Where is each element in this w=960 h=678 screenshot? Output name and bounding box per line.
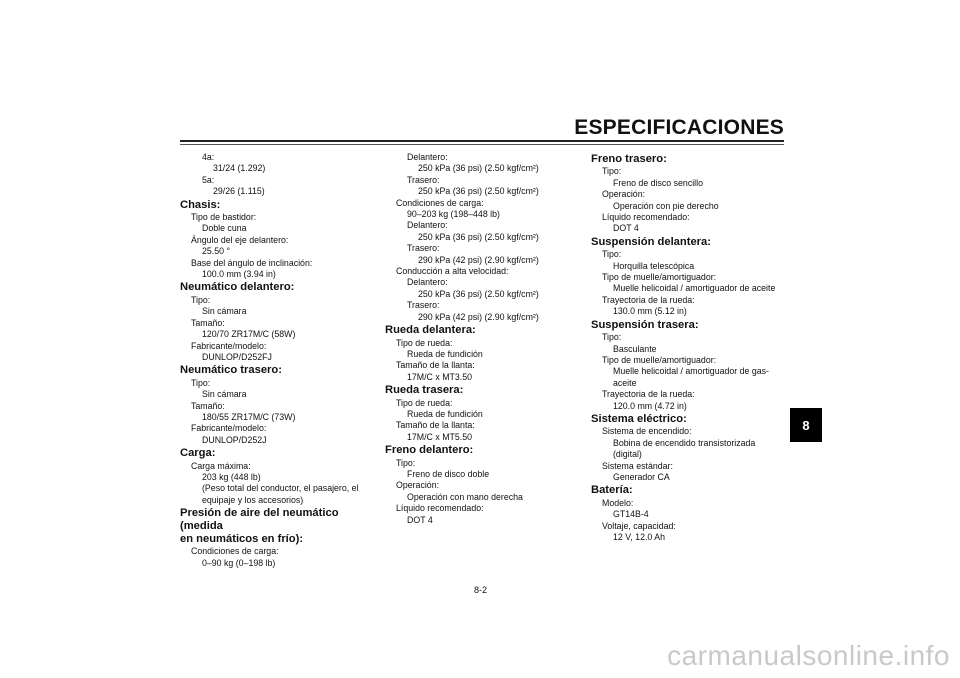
spec-line: Bobina de encendido transistorizada (613, 437, 756, 448)
spec-line: DUNLOP/D252J (202, 434, 267, 445)
spec-line: Fabricante/modelo: (191, 423, 267, 434)
section-heading: Neumático trasero: (180, 364, 282, 377)
spec-line: Trayectoria de la rueda: (602, 294, 695, 305)
spec-line: Operación: (602, 189, 646, 200)
spec-line: 17M/C x MT5.50 (407, 431, 473, 442)
spec-line: Tamaño de la llanta: (396, 420, 475, 431)
header-rule-thin (180, 144, 784, 145)
spec-line: 290 kPa (42 psi) (2.90 kgf/cm²) (418, 311, 539, 322)
spec-line: Generador CA (613, 471, 670, 482)
section-heading: en neumáticos en frío): (180, 533, 304, 545)
spec-line: 180/55 ZR17M/C (73W) (202, 411, 296, 422)
spec-line: Tipo: (191, 294, 211, 305)
spec-line: Basculante (613, 343, 657, 354)
chapter-tab: 8 (790, 408, 822, 442)
spec-line: DOT 4 (407, 514, 433, 525)
page-number: 8-2 (474, 585, 488, 595)
spec-line: Tipo de rueda: (396, 337, 453, 348)
section-heading: Suspensión delantera: (591, 235, 711, 248)
spec-line: Tipo: (602, 166, 622, 177)
spec-line: 25.50 ° (202, 246, 230, 257)
section-heading: Rueda delantera: (385, 324, 476, 337)
spec-line: Base del ángulo de inclinación: (191, 257, 313, 268)
spec-line: Líquido recomendado: (396, 503, 484, 514)
spec-line: Delantero: (407, 220, 448, 231)
spec-line: GT14B-4 (613, 509, 649, 520)
section-heading: Freno trasero: (591, 153, 667, 165)
spec-line: Delantero: (407, 152, 448, 162)
section-heading: Suspensión trasera: (591, 318, 699, 331)
spec-line: Operación con pie derecho (613, 200, 719, 211)
spec-line: Tipo: (191, 377, 211, 388)
section-heading: Freno delantero: (385, 444, 474, 457)
spec-line: Rueda de fundición (407, 408, 483, 419)
section-heading: Presión de aire del neumático (medida (180, 507, 339, 532)
section-heading: Chasis: (180, 198, 221, 211)
spec-line: 203 kg (448 lb) (202, 471, 261, 482)
header-rule (180, 140, 784, 142)
spec-line: Condiciones de carga: (396, 197, 484, 208)
spec-line: 290 kPa (42 psi) (2.90 kgf/cm²) (418, 254, 539, 265)
spec-line: Fabricante/modelo: (191, 340, 267, 351)
spec-line: Trasero: (407, 174, 440, 185)
spec-line: Freno de disco sencillo (613, 177, 703, 188)
section-heading: Carga: (180, 447, 216, 460)
spec-line: Freno de disco doble (407, 468, 490, 479)
spec-line: Tamaño: (191, 317, 225, 328)
spec-line: 250 kPa (36 psi) (2.50 kgf/cm²) (418, 231, 539, 242)
spec-line: 120/70 ZR17M/C (58W) (202, 329, 296, 340)
section-heading: Batería: (591, 484, 633, 497)
spec-line: Trayectoria de la rueda: (602, 389, 695, 400)
spec-line: aceite (613, 377, 637, 388)
spec-column-2 (385, 152, 580, 526)
spec-line: Tipo de muelle/amortiguador: (602, 272, 717, 283)
spec-line: Trasero: (407, 243, 440, 254)
spec-line: 5a: (202, 174, 215, 185)
spec-column-3 (591, 152, 786, 543)
spec-line: 29/26 (1.115) (213, 186, 265, 197)
spec-line: Muelle helicoidal / amortiguador de aceite (613, 283, 776, 294)
spec-line: Sin cámara (202, 306, 247, 317)
spec-line: Operación con mano derecha (407, 491, 523, 502)
spec-line: (digital) (613, 449, 642, 460)
spec-line: Sin cámara (202, 389, 247, 400)
spec-line: Rueda de fundición (407, 348, 483, 359)
spec-line: Líquido recomendado: (602, 212, 690, 223)
spec-line: 250 kPa (36 psi) (2.50 kgf/cm²) (418, 186, 539, 197)
spec-line: Tipo de bastidor: (191, 212, 257, 223)
page-title: ESPECIFICACIONES (574, 116, 784, 139)
spec-line: 120.0 mm (4.72 in) (613, 400, 687, 411)
spec-line: DUNLOP/D252FJ (202, 351, 272, 362)
spec-line: 17M/C x MT3.50 (407, 371, 473, 382)
spec-line: Voltaje, capacidad: (602, 520, 676, 531)
section-heading: Rueda trasera: (385, 384, 464, 397)
watermark: carmanualsonline.info (667, 640, 950, 671)
spec-line: Sistema estándar: (602, 460, 673, 471)
spec-line: 250 kPa (36 psi) (2.50 kgf/cm²) (418, 288, 539, 299)
spec-line: Conducción a alta velocidad: (396, 266, 509, 277)
spec-line: 0–90 kg (0–198 lb) (202, 557, 276, 568)
spec-line: Tipo: (602, 249, 622, 260)
spec-line: Tipo de muelle/amortiguador: (602, 354, 717, 365)
spec-line: 250 kPa (36 psi) (2.50 kgf/cm²) (418, 163, 539, 174)
spec-line: Doble cuna (202, 223, 247, 234)
spec-line: Operación: (396, 480, 440, 491)
spec-line: DOT 4 (613, 223, 639, 234)
spec-line: 130.0 mm (5.12 in) (613, 306, 687, 317)
spec-line: Muelle helicoidal / amortiguador de gas- (613, 366, 769, 377)
spec-line: 31/24 (1.292) (213, 163, 266, 174)
section-heading: Sistema eléctrico: (591, 412, 687, 425)
spec-line: Horquilla telescópica (613, 260, 695, 271)
spec-column-1 (180, 152, 375, 569)
spec-line: Trasero: (407, 300, 440, 311)
spec-line: Tipo de rueda: (396, 397, 453, 408)
section-heading: Neumático delantero: (180, 281, 295, 294)
spec-line: 12 V, 12.0 Ah (613, 532, 666, 542)
spec-line: Tamaño: (191, 400, 225, 411)
spec-line: 100.0 mm (3.94 in) (202, 269, 276, 280)
spec-line: Carga máxima: (191, 460, 251, 471)
spec-line: Tipo: (396, 457, 416, 468)
spec-line: Sistema de encendido: (602, 426, 692, 437)
spec-line: Delantero: (407, 277, 448, 288)
spec-line: equipaje y los accesorios) (202, 494, 304, 505)
spec-line: Condiciones de carga: (191, 546, 279, 557)
spec-line: (Peso total del conductor, el pasajero, el (202, 483, 359, 494)
spec-line: 4a: (202, 152, 215, 162)
spec-line: Modelo: (602, 497, 634, 508)
spec-line: Tamaño de la llanta: (396, 360, 475, 371)
spec-line: 90–203 kg (198–448 lb) (407, 209, 500, 220)
spec-line: Tipo: (602, 332, 622, 343)
spec-line: Ángulo del eje delantero: (191, 234, 289, 245)
